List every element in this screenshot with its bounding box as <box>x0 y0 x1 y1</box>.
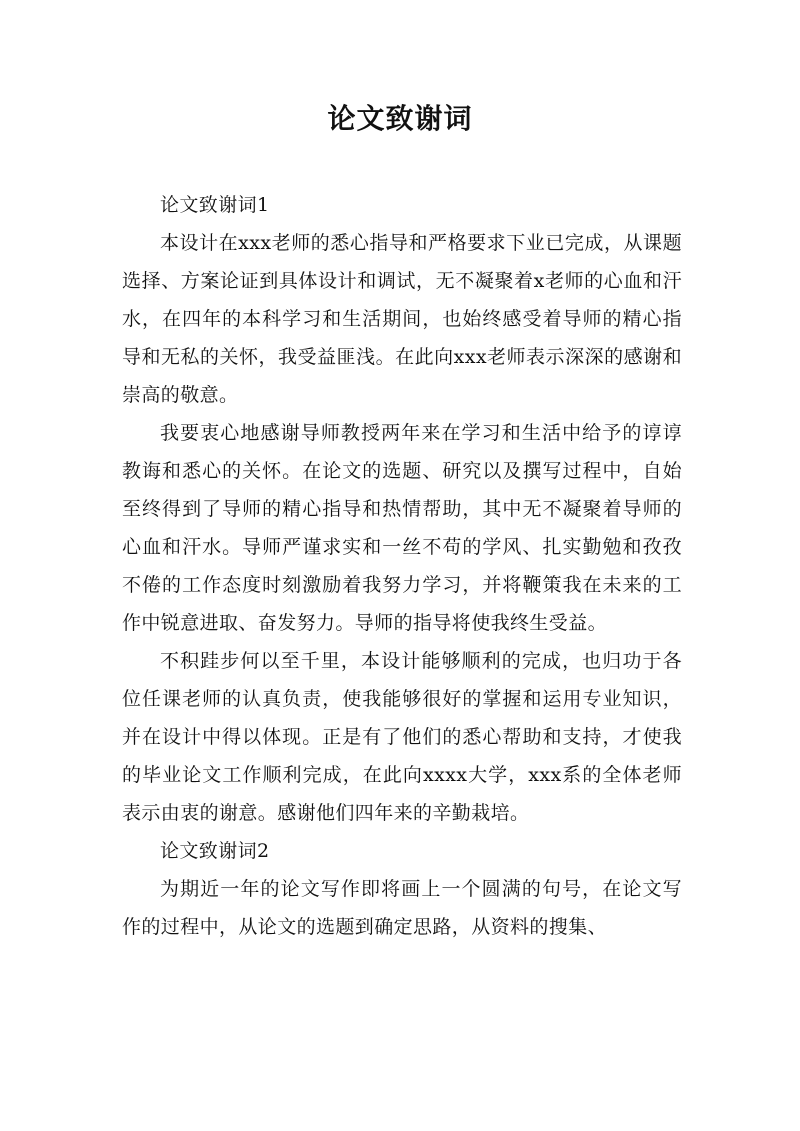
document-body <box>122 186 682 946</box>
document-title: 论文致谢词 <box>327 102 473 135</box>
section-2-paragraph-1: 为期近一年的论文写作即将画上一个圆满的句号，在论文写作的过程中，从论文的选题到确定思路，从资料的搜集、 <box>122 878 682 938</box>
section-heading-1: 论文致谢词1 <box>160 194 270 216</box>
section-1-paragraph-2: 我要衷心地感谢导师教授两年来在学习和生活中给予的谆谆教诲和悉心的关怀。在论文的选题、研究以及撰写过程中，自始至终得到了导师的精心指导和热情帮助，其中无不凝聚着导师的心血和汗水。导师严谨求实和一丝不苟的学风、扎实勤勉和孜孜不倦的工作态度时刻激励着我努力学习，并将鞭策我在未来的工作中锐意进取、奋发努力。导师的指导将使我终生受益。 <box>122 422 682 634</box>
section-1-paragraph-1: 本设计在xxx老师的悉心指导和严格要求下业已完成，从课题选择、方案论证到具体设计和调试，无不凝聚着x老师的心血和汗水，在四年的本科学习和生活期间，也始终感受着导师的精心指导和无私的关怀，我受益匪浅。在此向xxx老师表示深深的感谢和崇高的敬意。 <box>122 232 682 406</box>
section-1-paragraph-3: 不积跬步何以至千里，本设计能够顺利的完成，也归功于各位任课老师的认真负责，使我能够很好的掌握和运用专业知识，并在设计中得以体现。正是有了他们的悉心帮助和支持，才使我的毕业论文工作顺利完成，在此向xxxx大学，xxx系的全体老师表示由衷的谢意。感谢他们四年来的辛勤栽培。 <box>122 650 682 824</box>
section-heading-2: 论文致谢词2 <box>160 840 270 862</box>
